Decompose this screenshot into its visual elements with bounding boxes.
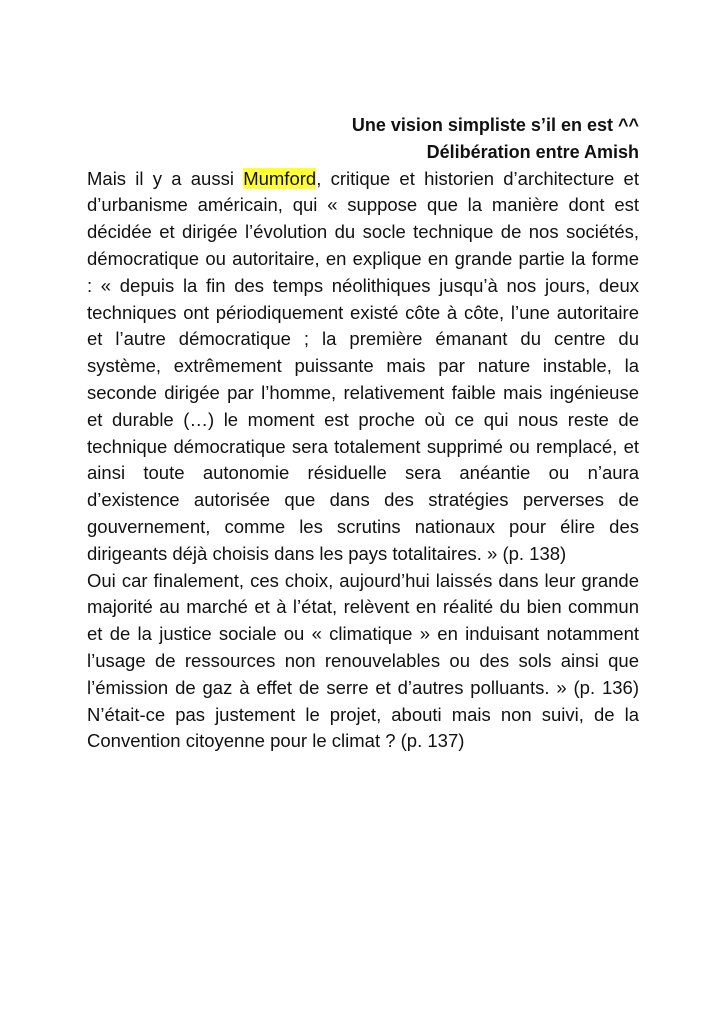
paragraph-1-intro: Mais il y a aussi [87,167,244,189]
highlighted-name: Mumford [243,167,317,189]
paragraph-mumford [87,166,639,568]
paragraph-convention: Oui car finalement, ces choix, aujourd’hui laissés dans leur grande majorité au marché et à l’état, relèvent en réalité du bien commun et de la justice sociale ou « climatique » en induisant notamment l’usage de ressources non renouvelables ou des sols ainsi que l’émission de gaz à effet de serre et d’autres polluants. » (p. 136) N’était-ce pas justement le projet, abouti mais non suivi, de la Convention citoyenne pour le climat ? (p. 137) [87,569,639,752]
document-body [87,112,639,755]
paragraph-1-body: , critique et historien d’architecture et d’urbanisme américain, qui « suppose que la manière dont est décidée et dirigée l’évolution du socle technique de nos sociétés, démocratique ou autoritaire, en explique en grande partie la forme : « depuis la fin des temps néolithiques jusqu’à nos jours, deux techniques ont périodiquement existé côte à côte, l’une autoritaire et l’autre démocratique ; la première émanant du centre du système, extrêmement puissante mais par nature instable, la seconde dirigée par l’homme, relativement faible mais ingénieuse et durable (…) le moment est proche où ce qui nous reste de technique démocratique sera totalement supprimé ou remplacé, et ainsi toute autonomie résiduelle sera anéantie ou n’aura d’existence autorisée que dans des stratégies perverses de gouvernement, comme les scrutins nationaux pour élire des dirigeants déjà choisis dans les pays totalitaires. » (p. 138) [87,167,639,564]
heading-line-2: Délibération entre Amish [426,141,639,162]
heading-line-1: Une vision simpliste s’il en est ^^ [351,115,639,135]
